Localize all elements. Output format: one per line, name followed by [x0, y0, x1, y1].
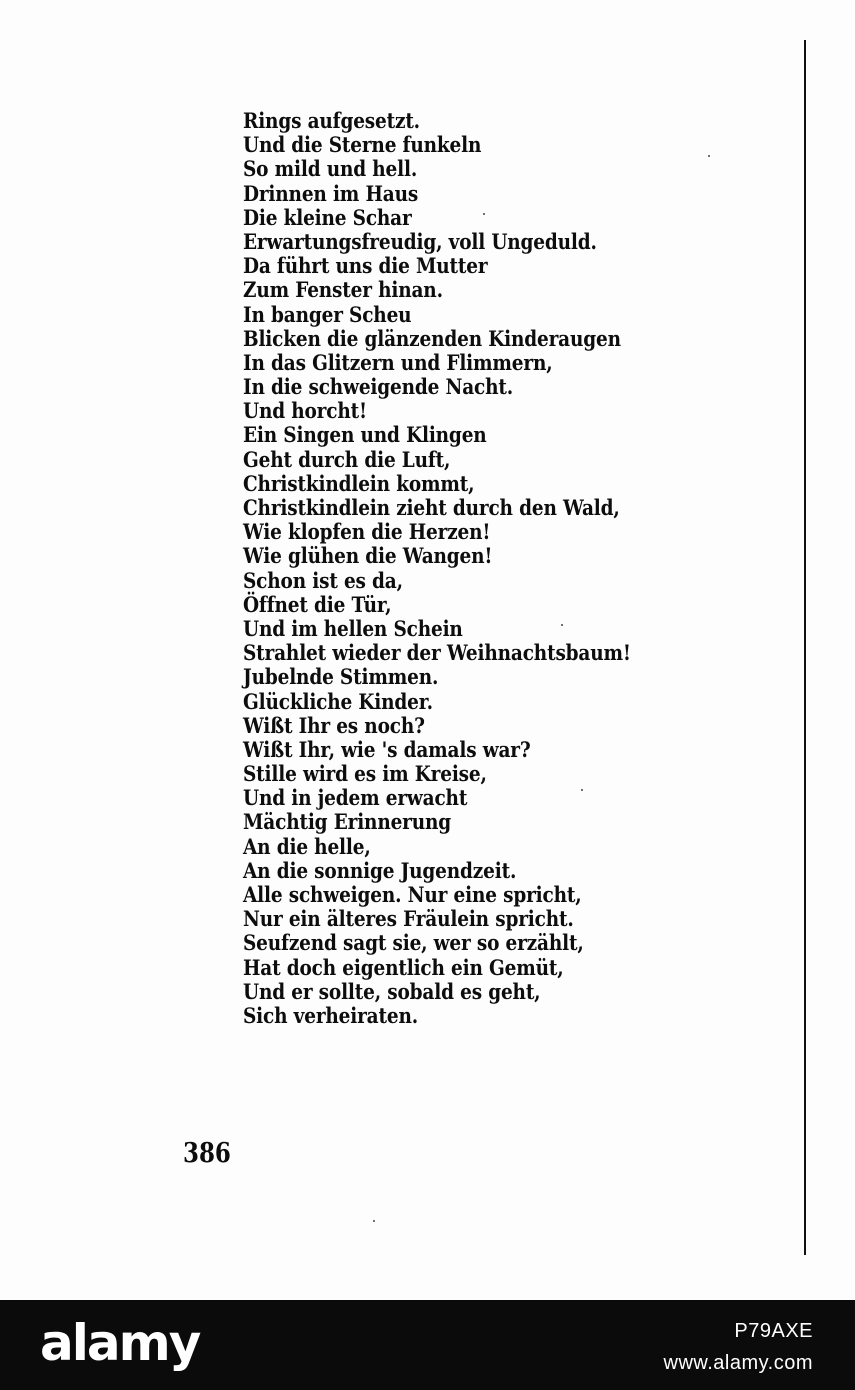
poem-line: In das Glitzern und Flimmern,	[243, 350, 553, 376]
poem-line: Christkindlein kommt,	[243, 471, 475, 497]
poem-line: Strahlet wieder der Weihnachtsbaum!	[243, 641, 631, 667]
scan-speck	[373, 1220, 375, 1222]
poem-line: Wie klopfen die Herzen!	[243, 520, 491, 546]
image-id: P79AXE	[734, 1320, 813, 1342]
site-url: www.alamy.com	[663, 1352, 813, 1374]
poem-text	[243, 110, 694, 1029]
poem-line: Und er sollte, sobald es geht,	[243, 979, 541, 1005]
scan-speck	[708, 155, 710, 157]
poem-line: Und in jedem erwacht	[243, 786, 468, 812]
poem-line: Stille wird es im Kreise,	[243, 762, 487, 788]
poem-line: Schon ist es da,	[243, 568, 403, 594]
poem-line: Und horcht!	[243, 399, 367, 425]
poem-line: Und die Sterne funkeln	[243, 133, 482, 159]
poem-line: Ein Singen und Klingen	[243, 423, 487, 449]
poem-line: Da führt uns die Mutter	[243, 254, 488, 280]
poem-line: Glückliche Kinder.	[243, 689, 433, 715]
watermark-footer	[0, 1300, 855, 1390]
poem-line: Zum Fenster hinan.	[243, 278, 443, 304]
page-number: 386	[183, 1138, 231, 1169]
poem-line: Öffnet die Tür,	[243, 592, 392, 618]
poem-line: In die schweigende Nacht.	[243, 375, 514, 401]
page-edge-line	[804, 40, 806, 1255]
poem-line: Drinnen im Haus	[243, 181, 419, 207]
poem-line: Nur ein älteres Fräulein spricht.	[243, 907, 574, 933]
poem-line: Blicken die glänzenden Kinderaugen	[243, 326, 621, 352]
poem-line: Sich verheiraten.	[243, 1003, 418, 1029]
poem-line: Mächtig Erinnerung	[243, 810, 452, 836]
poem-line: Geht durch die Luft,	[243, 447, 451, 473]
alamy-logo: alamy	[40, 1314, 200, 1372]
poem-line: So mild und hell.	[243, 157, 418, 183]
poem-line: Erwartungsfreudig, voll Ungeduld.	[243, 229, 597, 255]
poem-line: In banger Scheu	[243, 302, 412, 328]
poem-line: Christkindlein zieht durch den Wald,	[243, 496, 620, 521]
poem-line: Alle schweigen. Nur eine spricht,	[243, 883, 582, 908]
poem-line: Seufzend sagt sie, wer so erzählt,	[243, 931, 584, 957]
poem-line: Jubelnde Stimmen.	[243, 665, 439, 691]
poem-line: An die sonnige Jugendzeit.	[243, 858, 517, 884]
poem-line: Hat doch eigentlich ein Gemüt,	[243, 955, 564, 981]
poem-line: Und im hellen Schein	[243, 616, 463, 642]
poem-line: Wißt Ihr es noch?	[243, 713, 425, 739]
poem-line: An die helle,	[243, 834, 371, 860]
poem-line: Die kleine Schar	[243, 205, 412, 231]
poem-line: Rings aufgesetzt.	[243, 109, 420, 134]
poem-line: Wie glühen die Wangen!	[243, 544, 493, 570]
poem-line: Wißt Ihr, wie 's damals war?	[243, 737, 531, 763]
